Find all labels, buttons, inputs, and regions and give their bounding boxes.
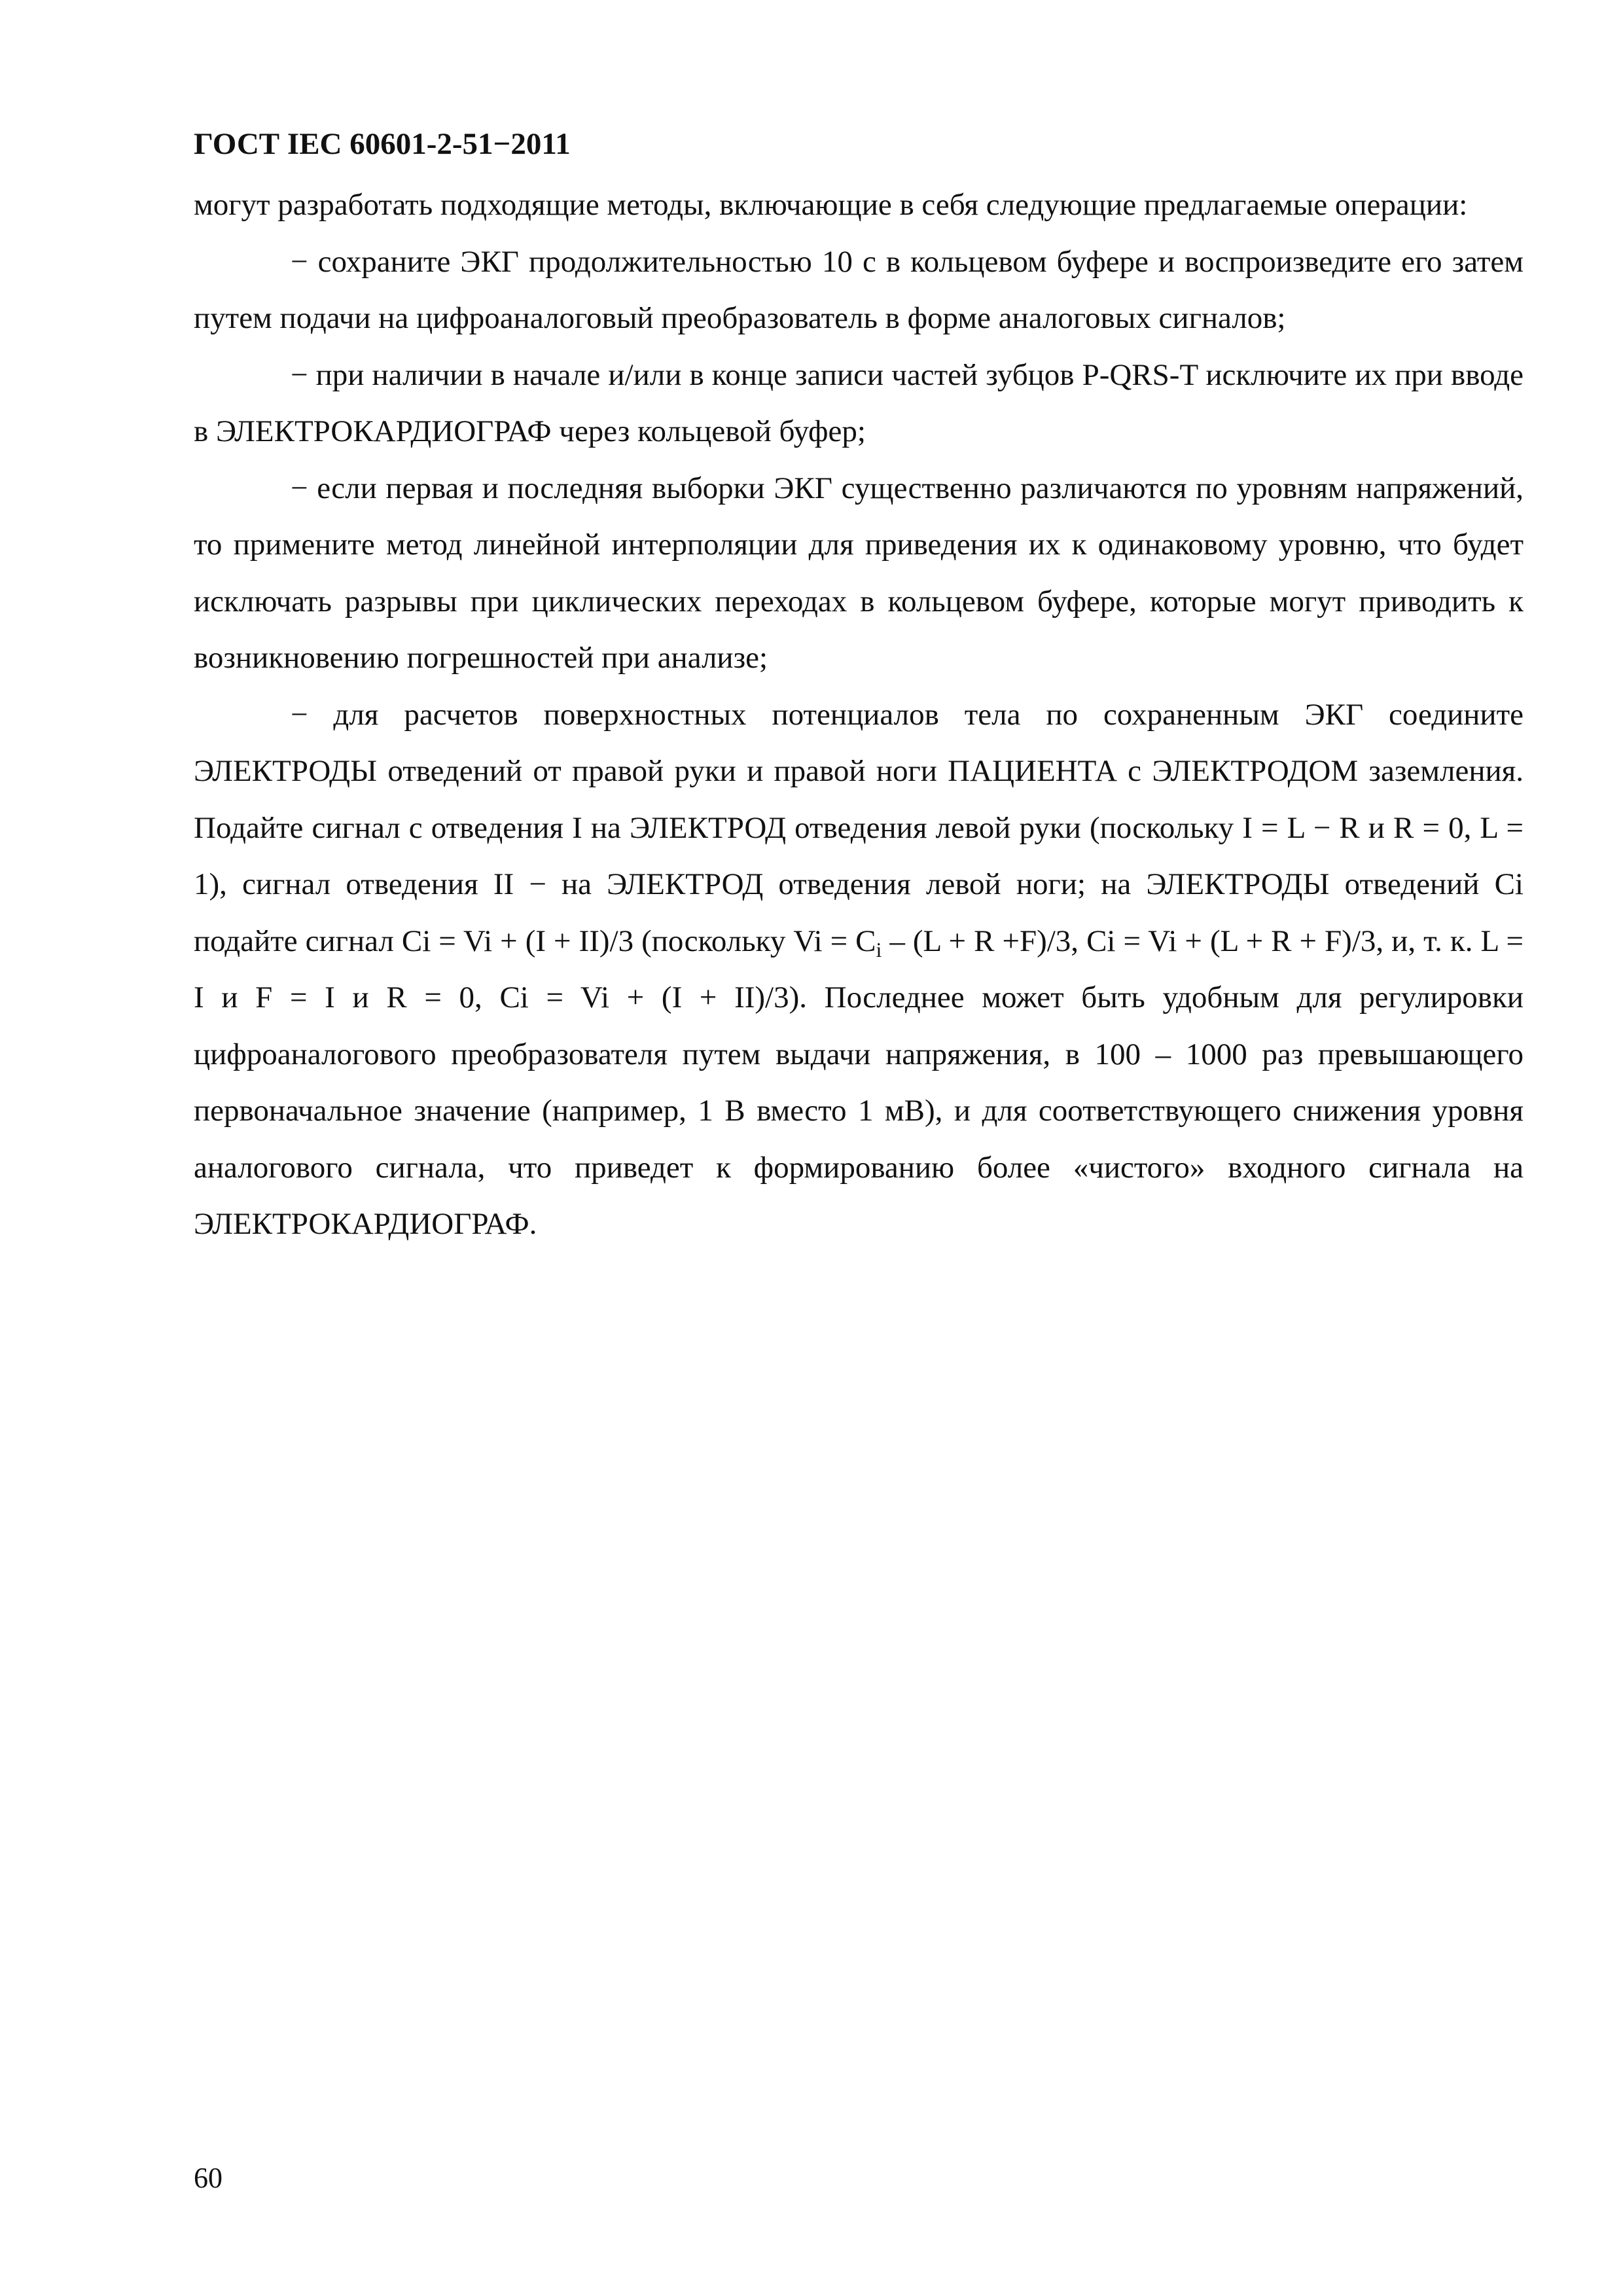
electrodes-text-part2: – (L + R +F)/3, Ci = Vi + (L + R + F)/3, и, т. к. L = I и F = I и R = 0, Ci = Vi + (I + II)/3). Последнее может быть удобным для регулировки цифроаналогового преобразователя путем выдачи напряжения, в 100 – 1000 раз превышающего первоначальное значение (например, 1 В вместо 1 мВ), и для соответствующего снижения уровня аналогового сигнала, что приведет к формированию более «чистого» входного сигнала на ЭЛЕКТРОКАРДИОГРАФ. (194, 924, 1524, 1241)
document-body (194, 177, 1524, 1253)
electrodes-text-part1: − для расчетов поверхностных потенциалов тела по сохраненным ЭКГ соедините ЭЛЕКТРОДЫ отведений от правой руки и правой ноги ПАЦИЕНТА с ЭЛЕКТРОДОМ заземления. Подайте сигнал с отведения I на ЭЛЕКТРОД отведения левой руки (поскольку I = L − R и R = 0, L = 1), сигнал отведения II − на ЭЛЕКТРОД отведения левой ноги; на ЭЛЕКТРОДЫ отведений Ci подайте сигнал Ci = Vi + (I + II)/3 (поскольку Vi = C (194, 697, 1524, 958)
list-item-electrodes (194, 687, 1524, 1253)
page-number: 60 (194, 2162, 223, 2194)
subscript-i: i (876, 938, 882, 961)
list-item-interpolation: − если первая и последняя выборки ЭКГ существенно различаются по уровням напряжений, то примените метод линейной интерполяции для приведения их к одинаковому уровню, что будет исключать разрывы при циклических переходах в кольцевом буфере, которые могут приводить к возникновению погрешностей при анализе; (194, 471, 1524, 675)
document-header: ГОСТ IEC 60601-2-51−2011 (194, 127, 571, 161)
list-item-exclude-waves: − при наличии в начале и/или в конце записи частей зубцов P-QRS-T исключите их при вводе в ЭЛЕКТРОКАРДИОГРАФ через кольцевой буфер; (194, 357, 1524, 448)
paragraph-intro: могут разработать подходящие методы, включающие в себя следующие предлагаемые операции: (194, 188, 1468, 222)
list-item-save-ecg: − сохраните ЭКГ продолжительностью 10 с в кольцевом буфере и воспроизведите его затем путем подачи на цифроаналоговый преобразователь в форме аналоговых сигналов; (194, 244, 1524, 335)
